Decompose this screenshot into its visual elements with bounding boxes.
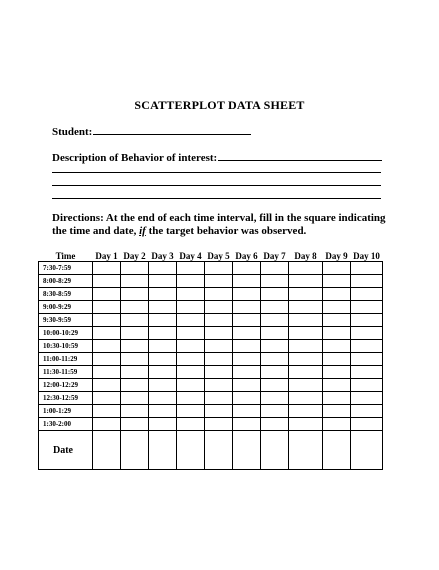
observation-cell[interactable]	[93, 327, 121, 340]
time-slot-label: 10:30-10:59	[39, 340, 93, 353]
observation-cell[interactable]	[205, 392, 233, 405]
observation-cell[interactable]	[289, 340, 323, 353]
observation-cell[interactable]	[289, 275, 323, 288]
observation-cell[interactable]	[177, 275, 205, 288]
observation-cell[interactable]	[261, 379, 289, 392]
observation-cell[interactable]	[121, 275, 149, 288]
observation-cell[interactable]	[121, 314, 149, 327]
time-slot-row	[39, 418, 383, 431]
observation-cell[interactable]	[289, 301, 323, 314]
observation-cell[interactable]	[177, 301, 205, 314]
observation-cell[interactable]	[149, 392, 177, 405]
observation-cell[interactable]	[351, 366, 383, 379]
observation-cell[interactable]	[205, 301, 233, 314]
observation-cell[interactable]	[93, 288, 121, 301]
observation-cell[interactable]	[233, 366, 261, 379]
observation-cell[interactable]	[121, 379, 149, 392]
observation-cell[interactable]	[93, 275, 121, 288]
observation-cell[interactable]	[351, 327, 383, 340]
day-column-header: Day 10	[351, 250, 383, 262]
time-slot-label: 1:30-2:00	[39, 418, 93, 431]
time-column-header: Time	[39, 250, 93, 262]
observation-cell[interactable]	[93, 353, 121, 366]
observation-cell[interactable]	[149, 353, 177, 366]
day-column-header: Day 2	[121, 250, 149, 262]
observation-cell[interactable]	[93, 314, 121, 327]
observation-cell[interactable]	[351, 418, 383, 431]
observation-cell[interactable]	[233, 327, 261, 340]
observation-cell[interactable]	[205, 379, 233, 392]
observation-cell[interactable]	[323, 366, 351, 379]
observation-cell[interactable]	[121, 366, 149, 379]
day-column-header: Day 8	[289, 250, 323, 262]
observation-cell[interactable]	[121, 392, 149, 405]
observation-cell[interactable]	[323, 353, 351, 366]
time-slot-label: 9:00-9:29	[39, 301, 93, 314]
observation-cell[interactable]	[233, 262, 261, 275]
observation-cell[interactable]	[149, 314, 177, 327]
observation-cell[interactable]	[149, 275, 177, 288]
observation-cell[interactable]	[177, 340, 205, 353]
observation-cell[interactable]	[149, 405, 177, 418]
observation-cell[interactable]	[121, 353, 149, 366]
observation-cell[interactable]	[149, 288, 177, 301]
time-slot-row	[39, 405, 383, 418]
time-slot-label: 12:30-12:59	[39, 392, 93, 405]
description-blank-line-2[interactable]	[52, 172, 381, 173]
observation-cell[interactable]	[177, 366, 205, 379]
date-label: Date	[39, 431, 93, 470]
date-cell[interactable]	[351, 431, 383, 470]
observation-cell[interactable]	[351, 288, 383, 301]
observation-cell[interactable]	[205, 327, 233, 340]
time-slot-row	[39, 392, 383, 405]
observation-cell[interactable]	[205, 405, 233, 418]
observation-cell[interactable]	[351, 353, 383, 366]
observation-cell[interactable]	[261, 301, 289, 314]
time-slot-label: 12:00-12:29	[39, 379, 93, 392]
day-column-header: Day 4	[177, 250, 205, 262]
observation-cell[interactable]	[323, 340, 351, 353]
observation-cell[interactable]	[149, 327, 177, 340]
observation-cell[interactable]	[233, 405, 261, 418]
observation-cell[interactable]	[205, 275, 233, 288]
directions-text-start: Directions: At the end of each time interval, fill in the square indicating the time and date,	[52, 212, 386, 237]
observation-cell[interactable]	[205, 340, 233, 353]
observation-cell[interactable]	[323, 379, 351, 392]
student-field	[52, 124, 251, 138]
observation-cell[interactable]	[233, 314, 261, 327]
observation-cell[interactable]	[149, 301, 177, 314]
observation-cell[interactable]	[121, 301, 149, 314]
observation-cell[interactable]	[177, 288, 205, 301]
observation-cell[interactable]	[261, 353, 289, 366]
observation-cell[interactable]	[289, 379, 323, 392]
observation-cell[interactable]	[323, 405, 351, 418]
observation-cell[interactable]	[121, 262, 149, 275]
time-slot-row	[39, 301, 383, 314]
observation-cell[interactable]	[121, 288, 149, 301]
observation-cell[interactable]	[351, 379, 383, 392]
observation-cell[interactable]	[233, 340, 261, 353]
date-cell[interactable]	[121, 431, 149, 470]
observation-cell[interactable]	[177, 353, 205, 366]
observation-cell[interactable]	[149, 418, 177, 431]
observation-cell[interactable]	[93, 405, 121, 418]
description-label: Description of Behavior of interest:	[52, 152, 218, 164]
observation-cell[interactable]	[177, 262, 205, 275]
observation-cell[interactable]	[351, 314, 383, 327]
day-column-header: Day 3	[149, 250, 177, 262]
observation-cell[interactable]	[351, 301, 383, 314]
observation-cell[interactable]	[233, 392, 261, 405]
date-cell[interactable]	[323, 431, 351, 470]
observation-cell[interactable]	[261, 392, 289, 405]
observation-cell[interactable]	[323, 418, 351, 431]
student-blank-line[interactable]	[93, 124, 251, 135]
observation-cell[interactable]	[261, 366, 289, 379]
date-row	[39, 431, 383, 470]
observation-cell[interactable]	[233, 275, 261, 288]
date-cell[interactable]	[93, 431, 121, 470]
observation-cell[interactable]	[121, 418, 149, 431]
description-field	[52, 150, 382, 164]
time-slot-row	[39, 379, 383, 392]
scatterplot-grid	[38, 250, 383, 470]
observation-cell[interactable]	[149, 340, 177, 353]
time-slot-label: 7:30-7:59	[39, 262, 93, 275]
observation-cell[interactable]	[121, 327, 149, 340]
observation-cell[interactable]	[289, 392, 323, 405]
observation-cell[interactable]	[177, 418, 205, 431]
observation-cell[interactable]	[93, 379, 121, 392]
observation-cell[interactable]	[351, 262, 383, 275]
observation-cell[interactable]	[205, 288, 233, 301]
observation-cell[interactable]	[149, 262, 177, 275]
observation-cell[interactable]	[289, 327, 323, 340]
time-slot-label: 8:30-8:59	[39, 288, 93, 301]
observation-cell[interactable]	[261, 288, 289, 301]
observation-cell[interactable]	[261, 262, 289, 275]
observation-cell[interactable]	[177, 314, 205, 327]
student-label: Student:	[52, 126, 93, 138]
time-slot-row	[39, 340, 383, 353]
date-cell[interactable]	[205, 431, 233, 470]
observation-cell[interactable]	[205, 353, 233, 366]
observation-cell[interactable]	[233, 301, 261, 314]
time-slot-row	[39, 275, 383, 288]
directions-text	[52, 212, 392, 238]
time-slot-label: 1:00-1:29	[39, 405, 93, 418]
observation-cell[interactable]	[261, 275, 289, 288]
time-slot-label: 11:00-11:29	[39, 353, 93, 366]
observation-cell[interactable]	[233, 288, 261, 301]
description-blank-line-3[interactable]	[52, 185, 381, 186]
observation-cell[interactable]	[177, 392, 205, 405]
observation-cell[interactable]	[323, 392, 351, 405]
date-cell[interactable]	[149, 431, 177, 470]
observation-cell[interactable]	[323, 301, 351, 314]
observation-cell[interactable]	[93, 301, 121, 314]
observation-cell[interactable]	[177, 327, 205, 340]
observation-cell[interactable]	[93, 392, 121, 405]
time-slot-row	[39, 314, 383, 327]
observation-cell[interactable]	[205, 366, 233, 379]
observation-cell[interactable]	[289, 262, 323, 275]
observation-cell[interactable]	[205, 418, 233, 431]
observation-cell[interactable]	[351, 340, 383, 353]
observation-cell[interactable]	[177, 405, 205, 418]
description-blank-line-4[interactable]	[52, 198, 381, 199]
observation-cell[interactable]	[93, 418, 121, 431]
observation-cell[interactable]	[351, 392, 383, 405]
observation-cell[interactable]	[261, 314, 289, 327]
observation-cell[interactable]	[93, 262, 121, 275]
observation-cell[interactable]	[261, 340, 289, 353]
time-slot-label: 9:30-9:59	[39, 314, 93, 327]
observation-cell[interactable]	[261, 405, 289, 418]
observation-cell[interactable]	[177, 379, 205, 392]
observation-cell[interactable]	[289, 288, 323, 301]
day-column-header: Day 1	[93, 250, 121, 262]
description-blank-line[interactable]	[218, 150, 382, 161]
observation-cell[interactable]	[351, 405, 383, 418]
time-slot-row	[39, 366, 383, 379]
date-cell[interactable]	[233, 431, 261, 470]
observation-cell[interactable]	[323, 275, 351, 288]
observation-cell[interactable]	[323, 327, 351, 340]
date-cell[interactable]	[289, 431, 323, 470]
time-slot-row	[39, 353, 383, 366]
observation-cell[interactable]	[261, 327, 289, 340]
observation-cell[interactable]	[205, 262, 233, 275]
observation-cell[interactable]	[289, 366, 323, 379]
observation-cell[interactable]	[233, 353, 261, 366]
observation-cell[interactable]	[261, 418, 289, 431]
time-slot-label: 11:30-11:59	[39, 366, 93, 379]
page-title: SCATTERPLOT DATA SHEET	[134, 98, 305, 112]
observation-cell[interactable]	[289, 405, 323, 418]
observation-cell[interactable]	[233, 418, 261, 431]
observation-cell[interactable]	[93, 340, 121, 353]
observation-cell[interactable]	[351, 275, 383, 288]
observation-cell[interactable]	[93, 366, 121, 379]
observation-cell[interactable]	[323, 262, 351, 275]
observation-cell[interactable]	[289, 353, 323, 366]
observation-cell[interactable]	[323, 288, 351, 301]
time-slot-row	[39, 262, 383, 275]
date-cell[interactable]	[177, 431, 205, 470]
day-column-header: Day 6	[233, 250, 261, 262]
day-column-header: Day 7	[261, 250, 289, 262]
observation-cell[interactable]	[289, 418, 323, 431]
directions-text-end: the target behavior was observed.	[145, 225, 307, 237]
time-slot-label: 10:00-10:29	[39, 327, 93, 340]
date-cell[interactable]	[261, 431, 289, 470]
observation-cell[interactable]	[149, 366, 177, 379]
observation-cell[interactable]	[323, 314, 351, 327]
time-slot-row	[39, 327, 383, 340]
observation-cell[interactable]	[121, 405, 149, 418]
observation-cell[interactable]	[289, 314, 323, 327]
time-slot-row	[39, 288, 383, 301]
observation-cell[interactable]	[121, 340, 149, 353]
observation-cell[interactable]	[233, 379, 261, 392]
day-column-header: Day 9	[323, 250, 351, 262]
observation-cell[interactable]	[205, 314, 233, 327]
observation-cell[interactable]	[149, 379, 177, 392]
directions-emphasis: if	[139, 225, 146, 237]
day-column-header: Day 5	[205, 250, 233, 262]
time-slot-label: 8:00-8:29	[39, 275, 93, 288]
